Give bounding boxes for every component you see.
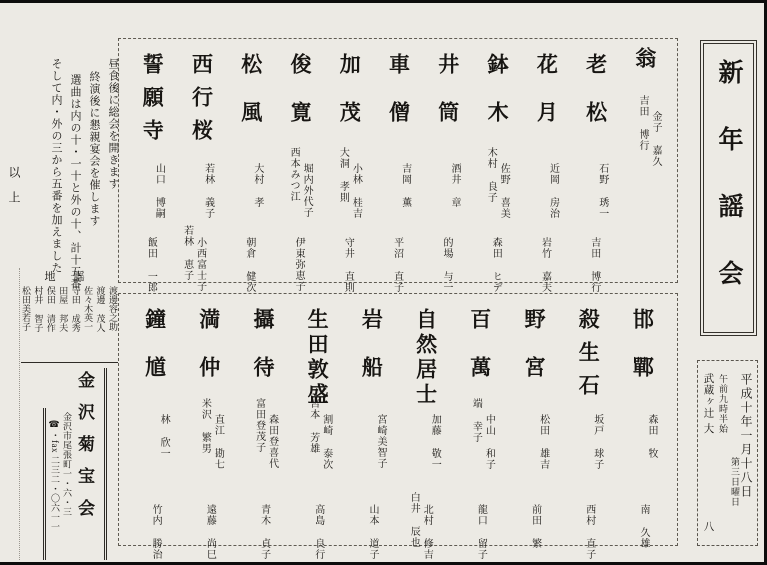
performer-name: 宮崎美智子 [374,414,386,469]
program-piece [235,294,289,560]
performer-name: 守井 直則 [342,237,354,293]
organization-phone: ☎・fax 二三二・〇六一一 [50,420,60,532]
piece-waki-names [530,492,541,549]
performer-name: 富田登茂子 [253,398,265,453]
double-rule-left [43,408,46,560]
piece-waki-names [589,225,600,293]
piece-title: 岩船 [359,308,384,404]
piece-shite-names [429,398,440,470]
performer-name: 青木 貞子 [258,504,270,560]
announcement-line: 昼食後に総会を開きます [107,58,119,190]
organization-name: 金沢菊宝会 [75,371,94,531]
performer-name: 龍口 留子 [475,504,487,560]
performer-name: 木村 良子 [485,147,497,203]
program-piece [344,294,398,560]
performer-name: 吉岡 薫 [399,163,411,208]
performer-name: 的場 与一 [440,237,452,293]
performer-name: 森田 ヒデ [490,237,502,293]
performer-name: 高島 良行 [312,504,324,560]
performer-name: 小林 桂吉 [350,163,362,219]
date-box [697,360,758,546]
program-piece [561,294,615,560]
piece-shite-names [637,95,661,167]
piece-waki-names [259,492,270,560]
performer-name: 若林 恵子 [181,225,193,281]
announcement-line: 選曲は内の十・一十と外の十、計十五番 [69,74,81,290]
piece-shite-names [203,147,214,219]
piece-shite-names [199,398,223,470]
piece-shite-names [485,147,509,219]
double-rule-right [104,368,107,560]
performer-name: 伊東弥恵子 [293,237,305,292]
piece-waki-names [441,225,452,293]
performer-name: 加藤 敬一 [429,414,441,470]
performer-name: 竹内 勝治 [150,504,162,560]
piece-waki-names [475,492,486,560]
performer-name: 若林 義子 [202,163,214,219]
performer-name: 割崎 泰次 [320,414,332,470]
performer-name: 米沢 繁男 [199,398,211,454]
announcement-line: 終演後に懇親宴会を催します [88,71,100,227]
performer-name: 山口 博嗣 [153,163,165,219]
piece-shite-names [288,147,312,218]
piece-shite-names [592,398,603,470]
performer-name: 近岡 房治 [547,163,559,219]
performer-name: 白井 辰也 [408,492,420,548]
piece-waki-names [490,225,501,293]
piece-title: 邯鄲 [630,308,655,404]
jiutai-member-name: 村井 智子 [33,286,44,332]
performer-name: 中山 和子 [483,414,495,470]
jiutai-section [21,272,118,363]
performer-name: 端 幸子 [470,398,482,443]
program-piece [181,294,235,560]
piece-shite-names [646,398,657,459]
performer-name: 宮本 芳雄 [307,398,319,454]
performer-name: 南 久雄 [638,504,649,549]
piece-shite-names [252,147,263,208]
performer-name: 松田 雄吉 [537,414,549,470]
jiutai-heading: 地謡 [44,271,103,283]
piece-waki-names [584,492,595,560]
program-piece [290,294,344,560]
jiutai-member-name: 寺田 成秀 [70,286,81,332]
performer-name: 岩竹 嘉夫 [539,237,551,293]
performer-name: 酒井 章 [448,163,460,208]
piece-title: 殺生石 [576,308,601,407]
event-day: 第三日曜日 [730,457,740,507]
piece-shite-names [470,398,494,470]
program-piece [226,39,275,293]
piece-waki-names [204,492,215,560]
piece-shite-names [449,147,460,208]
piece-waki-names [392,225,403,293]
piece-shite-names [254,398,278,469]
piece-waki-names [638,492,649,549]
program-piece [127,39,176,293]
program-piece [275,39,324,292]
program-piece [570,39,619,293]
jiutai-member-name: 松田美若子 [21,286,31,331]
performer-name: 直江 勘七 [212,414,224,470]
piece-shite-names [337,147,361,219]
jiutai-member-name: 田屋 邦夫 [58,286,69,332]
piece-title: 満仲 [196,308,221,404]
performer-name: 吉田 博行 [588,237,600,293]
piece-title: 生田敦盛 [305,308,330,408]
performer-name: 吉田 博行 [637,95,648,151]
piece-title: 誓願寺 [140,53,165,152]
piece-waki-names [150,492,161,560]
event-time: 午前九時半始 [718,374,728,434]
piece-title: 鐘馗 [142,308,167,404]
piece-waki-names [342,225,353,293]
event-venue-suffix: 八 [702,520,714,531]
performer-name: 大洞 孝則 [337,147,349,203]
event-date: 平成十年一月十八日 [739,373,753,499]
piece-shite-names [158,398,169,459]
program-box-1 [118,38,678,293]
performer-name: 石野 琇一 [596,163,608,219]
performer-name: 北村 修吉 [421,504,433,560]
program-piece [127,294,181,560]
jiutai-member-name: 渡邊 茂人 [95,286,106,332]
piece-shite-names [308,398,332,470]
jiutai-name-list [21,286,118,363]
program-box-2 [118,293,678,560]
piece-shite-names [400,147,411,208]
jiutai-member-name: 俣田 清作 [45,286,56,332]
program-piece [506,294,560,549]
end-mark: 以上 [7,166,21,216]
jiutai-member-name: 渡邊容之助 [107,286,118,331]
performer-name: 朝倉 健次 [243,237,255,293]
piece-waki-names [367,492,378,560]
piece-title: 野宮 [521,308,546,404]
event-title: 新年謡会 [715,59,742,327]
piece-title: 自然居士 [413,308,438,408]
piece-title: 俊寛 [288,53,312,149]
performer-name: 金子 嘉久 [650,111,661,167]
piece-waki-names [539,225,550,293]
piece-shite-names [375,398,386,469]
piece-title: 老松 [583,53,608,149]
program-piece [423,39,472,293]
piece-title: 花月 [534,53,559,149]
piece-waki-names [313,492,324,560]
piece-waki-names [293,225,304,292]
performer-name: 遠藤 尚巳 [204,504,216,560]
piece-shite-names [597,147,608,219]
piece-title: 松風 [238,53,263,149]
scan-edge-top [0,0,767,3]
piece-title: 翁 [632,47,657,68]
organization-address: 金沢市尾張町一・六・三 [62,412,72,517]
jiutai-member-name: 佐々木英一 [83,286,94,331]
event-title-box [700,40,757,336]
piece-title: 井筒 [435,53,460,149]
performer-name: 平沼 直子 [391,237,403,293]
event-venue: 武蔵ヶ辻 大 [702,373,714,435]
performer-name: 西本みつ江 [288,147,300,202]
program-piece [472,39,521,293]
piece-waki-names [145,225,156,293]
program-piece [521,39,570,293]
piece-shite-names [153,147,164,219]
piece-title: 西行桜 [189,53,214,152]
program-piece [398,294,452,560]
fold-line [19,268,20,560]
piece-waki-names [408,492,432,560]
piece-title: 車僧 [386,53,411,149]
program-piece [373,39,422,293]
announcement-line: そして内・外の三から五番を加えました [50,58,62,274]
performer-name: 坂戸 球子 [591,414,603,470]
performer-name: 小西富士子 [194,237,206,292]
piece-waki-names [244,225,255,293]
piece-title: 鉢木 [485,53,510,149]
piece-title: 百萬 [467,308,492,404]
program-piece [615,294,669,549]
performer-name: 森田 牧 [646,414,657,459]
piece-shite-names [538,398,549,470]
performer-name: 佐野 喜美 [498,163,510,219]
program-piece [452,294,506,560]
announcements [48,58,120,293]
piece-title: 攝待 [250,308,275,404]
performer-name: 西村 直子 [583,504,595,560]
piece-waki-names [182,225,206,292]
piece-shite-names [547,147,558,219]
program-piece [324,39,373,293]
performer-name: 大村 孝 [251,163,263,208]
piece-title: 加茂 [337,53,362,149]
performer-name: 林 欣一 [158,414,170,459]
performer-name: 飯田 一郎 [145,237,157,293]
performer-name: 山本 道子 [366,504,378,560]
program-piece [620,39,669,282]
performer-name: 森田登喜代 [266,414,278,469]
performer-name: 前田 繁 [529,504,541,549]
performer-name: 堀内外代子 [301,163,313,218]
program-piece [176,39,225,292]
event-title-inner-border [703,43,754,333]
